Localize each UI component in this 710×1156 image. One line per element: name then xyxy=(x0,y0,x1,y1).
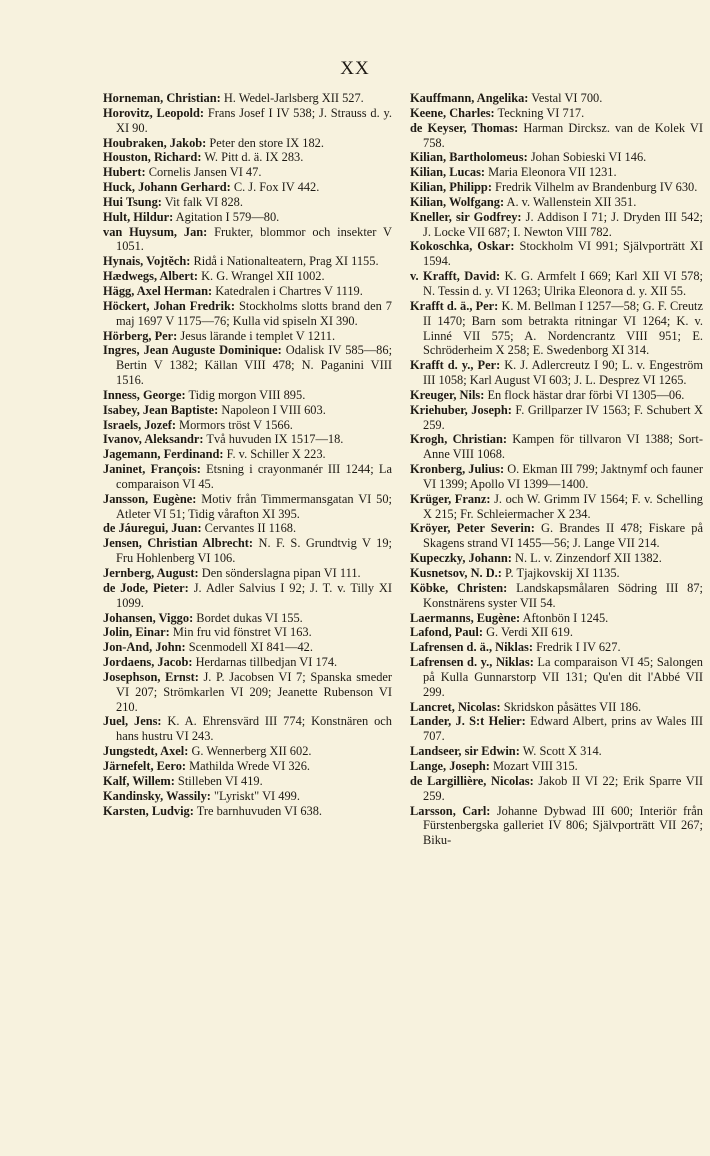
index-entry xyxy=(410,700,703,715)
entry-artist: Hubert: xyxy=(103,165,146,180)
index-entry xyxy=(103,462,392,492)
index-entry xyxy=(410,774,703,804)
entry-works: Herdarnas tillbedjan VI 174. xyxy=(192,655,338,670)
index-entry xyxy=(103,106,392,136)
entry-works: F. Grillparzer IV 1563; F. Schubert X 259. xyxy=(423,402,704,432)
entry-works: N. F. S. Grundtvig V 19; Fru Hohlenberg VI 106. xyxy=(116,536,392,566)
entry-works: Två huvuden IX 1517—18. xyxy=(203,432,344,447)
index-entry xyxy=(103,195,392,210)
entry-works: Stilleben VI 419. xyxy=(174,773,263,788)
entry-artist: Kandinsky, Wassily: xyxy=(103,788,211,803)
entry-artist: Lander, J. S:t Helier: xyxy=(410,714,526,729)
index-entry xyxy=(410,432,703,462)
entry-works: Aftonbön I 1245. xyxy=(520,610,609,625)
index-entry xyxy=(410,581,703,611)
entry-works: Scenmodell XI 841—42. xyxy=(185,640,313,655)
entry-artist: Lafond, Paul: xyxy=(410,625,483,640)
index-entry xyxy=(103,759,392,774)
entry-works: C. J. Fox IV 442. xyxy=(230,180,320,195)
entry-artist: Huck, Johann Gerhard: xyxy=(103,180,231,195)
index-entry xyxy=(410,655,703,700)
entry-works: Mozart VIII 315. xyxy=(489,758,578,773)
entry-works: Frukter, blommor och insekter V 1051. xyxy=(116,224,392,254)
entry-works: Vit falk VI 828. xyxy=(161,194,243,209)
entry-artist: de Jáuregui, Juan: xyxy=(103,521,202,536)
entry-works: Fredrik Vilhelm av Brandenburg IV 630. xyxy=(491,180,698,195)
entry-artist: Juel, Jens: xyxy=(103,714,162,729)
entry-artist: Kilian, Lucas: xyxy=(410,165,486,180)
entry-artist: Jernberg, August: xyxy=(103,566,199,580)
entry-works: Mathilda Wrede VI 326. xyxy=(186,758,311,773)
entry-artist: Houston, Richard: xyxy=(103,150,202,165)
entry-artist: Kilian, Philipp: xyxy=(410,180,492,195)
entry-works: K. M. Bellman I 1257—58; G. F. Creutz II 1470; Barn som betrakta ritningar VI 1264; K. v. Linné VII 575; A. Nordencrantz VIII 951; E. Schröderheim X 258; E. Swedenborg XI 314. xyxy=(423,298,704,358)
index-entry xyxy=(103,254,392,269)
entry-artist: Jensen, Christian Albrecht: xyxy=(103,536,254,551)
entry-artist: Krüger, Franz: xyxy=(410,491,491,506)
index-entry xyxy=(410,521,703,551)
index-entry xyxy=(410,121,703,151)
entry-artist: Ingres, Jean Auguste Dominique: xyxy=(103,343,282,358)
index-entry xyxy=(103,388,392,403)
entry-artist: Janinet, François: xyxy=(103,462,201,477)
entry-works: Cornelis Jansen VI 47. xyxy=(145,165,262,180)
index-entry xyxy=(103,521,392,536)
index-entry xyxy=(410,462,703,492)
entry-artist: Israels, Jozef: xyxy=(103,417,176,432)
entry-works: O. Ekman III 799; Jaktnymf och fauner VI 1399; Apollo VI 1399—1400. xyxy=(423,462,703,491)
entry-works: F. v. Schiller X 223. xyxy=(223,447,326,462)
entry-artist: Houbraken, Jakob: xyxy=(103,135,207,150)
entry-artist: de Jode, Pieter: xyxy=(103,580,189,595)
entry-works: Teckning VI 717. xyxy=(494,105,585,120)
entry-artist: Jon-And, John: xyxy=(103,640,186,655)
entry-works: K. J. Adlercreutz I 90; L. v. Engeström III 1058; Karl August VI 603; J. L. Desprez VI 1265. xyxy=(423,358,703,388)
entry-artist: Keene, Charles: xyxy=(410,105,495,120)
index-entry xyxy=(103,136,392,151)
entry-works: Napoleon I VIII 603. xyxy=(218,402,326,417)
entry-artist: Jolin, Einar: xyxy=(103,625,170,640)
index-entry xyxy=(410,195,703,210)
entry-works: Johan Sobieski VI 146. xyxy=(527,150,647,165)
entry-works: Mormors tröst V 1566. xyxy=(175,417,293,432)
index-entry xyxy=(103,343,392,388)
index-entry xyxy=(103,581,392,611)
entry-artist: Kilian, Bartholomeus: xyxy=(410,150,528,165)
index-entry xyxy=(103,789,392,804)
entry-works: "Lyriskt" VI 499. xyxy=(210,788,300,803)
index-entry xyxy=(410,106,703,121)
index-entry xyxy=(410,492,703,522)
index-entry xyxy=(410,566,703,581)
entry-artist: Lafrensen d. y., Niklas: xyxy=(410,655,534,670)
index-entry xyxy=(103,165,392,180)
entry-artist: Ivanov, Aleksandr: xyxy=(103,432,204,447)
entry-artist: Lange, Joseph: xyxy=(410,758,490,773)
entry-artist: Kriehuber, Joseph: xyxy=(410,402,512,417)
entry-works: Kampen för tillvaron VI 1388; Sort-Anne VIII 1068. xyxy=(423,432,703,462)
entry-artist: de Keyser, Thomas: xyxy=(410,120,519,135)
entry-artist: Landseer, sir Edwin: xyxy=(410,744,520,759)
entry-artist: Kröyer, Peter Severin: xyxy=(410,521,535,536)
index-entry xyxy=(103,299,392,329)
entry-works: Odalisk IV 585—86; Bertin V 1382; Källan VIII 478; N. Paganini VIII 1516. xyxy=(116,343,393,388)
entry-works: W. Scott X 314. xyxy=(519,744,602,759)
entry-artist: Inness, George: xyxy=(103,387,186,402)
entry-artist: Kauffmann, Angelika: xyxy=(410,91,529,105)
entry-artist: v. Krafft, David: xyxy=(410,269,501,284)
index-entry xyxy=(410,210,703,240)
entry-artist: Jordaens, Jacob: xyxy=(103,655,193,670)
entry-works: Vestal VI 700. xyxy=(528,91,603,105)
entry-artist: Hui Tsung: xyxy=(103,194,162,209)
entry-artist: Johansen, Viggo: xyxy=(103,610,194,625)
entry-artist: Hædwegs, Albert: xyxy=(103,269,198,284)
entry-artist: Krogh, Christian: xyxy=(410,432,507,447)
index-entry xyxy=(410,640,703,655)
entry-artist: Hörberg, Per: xyxy=(103,328,178,343)
entry-artist: Hägg, Axel Herman: xyxy=(103,283,213,298)
index-entry xyxy=(410,551,703,566)
entry-works: P. Tjajkovskij XI 1135. xyxy=(501,566,620,580)
index-entry xyxy=(103,418,392,433)
index-entry xyxy=(103,432,392,447)
entry-works: G. Brandes II 478; Fiskare på Skagens strand VI 1455—56; J. Lange VII 214. xyxy=(423,521,704,551)
index-entry xyxy=(410,611,703,626)
entry-artist: Kalf, Willem: xyxy=(103,773,175,788)
index-entry xyxy=(103,269,392,284)
index-entry xyxy=(103,714,392,744)
index-entry xyxy=(410,358,703,388)
index-entry xyxy=(103,492,392,522)
entry-works: Harman Dircksz. van de Kolek VI 758. xyxy=(423,120,703,150)
index-entry xyxy=(103,774,392,789)
entry-artist: Josephson, Ernst: xyxy=(103,669,199,684)
index-entry xyxy=(410,714,703,744)
entry-works: Katedralen i Chartres V 1119. xyxy=(212,283,363,298)
entry-artist: Höckert, Johan Fredrik: xyxy=(103,298,236,313)
index-entry xyxy=(103,744,392,759)
index-entry xyxy=(103,150,392,165)
entry-works: Landskapsmålaren Södring III 87; Konstnärens syster VII 54. xyxy=(423,580,703,610)
index-entry xyxy=(103,225,392,255)
right-column xyxy=(410,91,703,848)
entry-artist: Kupeczky, Johann: xyxy=(410,551,512,566)
entry-artist: Hynais, Vojtěch: xyxy=(103,254,191,269)
index-entry xyxy=(410,299,703,358)
entry-works: Cervantes II 1168. xyxy=(201,521,297,536)
index-entry xyxy=(103,536,392,566)
index-entry xyxy=(410,403,703,433)
index-entry xyxy=(103,670,392,715)
entry-works: Den sönderslagna pipan VI 111. xyxy=(198,566,361,580)
entry-works: J. P. Jacobsen VI 7; Spanska smeder VI 207; Strömkarlen VI 209; Jeanette Rubenson VI 210. xyxy=(116,669,393,714)
entry-works: J. Adler Salvius I 92; J. T. v. Tilly XI 1099. xyxy=(116,580,392,610)
entry-artist: Jansson, Eugène: xyxy=(103,491,197,506)
index-entry xyxy=(410,625,703,640)
index-entry xyxy=(410,165,703,180)
index-entry xyxy=(103,91,392,106)
entry-works: J. Addison I 71; J. Dryden III 542; J. Locke VII 687; I. Newton VIII 782. xyxy=(423,209,703,239)
index-entry xyxy=(103,625,392,640)
entry-artist: Hult, Hildur: xyxy=(103,209,174,224)
entry-works: Skridskon påsättes VII 186. xyxy=(500,699,642,714)
entry-works: Motiv från Timmermansgatan VI 50; Atleter VI 51; Tidig vårafton XI 395. xyxy=(116,491,392,521)
entry-works: Etsning i crayonmanér III 1244; La comparaison VI 45. xyxy=(116,462,392,491)
entry-works: Agitation I 579—80. xyxy=(173,209,280,224)
index-entry xyxy=(410,759,703,774)
entry-works: G. Verdi XII 619. xyxy=(482,625,573,640)
entry-works: Edward Albert, prins av Wales III 707. xyxy=(423,714,703,744)
entry-works: Maria Eleonora VII 1231. xyxy=(485,165,617,180)
entry-works: Bordet dukas VI 155. xyxy=(193,610,303,625)
entry-artist: Lafrensen d. ä., Niklas: xyxy=(410,640,534,655)
index-entry xyxy=(103,403,392,418)
index-entry xyxy=(410,744,703,759)
entry-artist: Isabey, Jean Baptiste: xyxy=(103,402,219,417)
entry-works: W. Pitt d. ä. IX 283. xyxy=(201,150,304,165)
left-column xyxy=(103,91,392,818)
index-entry xyxy=(103,329,392,344)
index-entry xyxy=(410,150,703,165)
index-entry xyxy=(103,640,392,655)
entry-works: Min fru vid fönstret VI 163. xyxy=(169,625,312,640)
index-entry xyxy=(103,655,392,670)
index-entry xyxy=(103,611,392,626)
entry-artist: Laermanns, Eugène: xyxy=(410,610,521,625)
entry-artist: Kusnetsov, N. D.: xyxy=(410,566,502,580)
index-entry xyxy=(410,388,703,403)
entry-works: Jesus lärande i templet V 1211. xyxy=(177,328,336,343)
index-entry xyxy=(103,566,392,581)
entry-works: Johanne Dybwad III 600; Interiör från Fürstenbergska galleriet IV 806; Självporträtt VII 267; Biku- xyxy=(423,803,703,848)
index-entry xyxy=(410,239,703,269)
entry-works: Ridå i Nationalteatern, Prag XI 1155. xyxy=(190,254,379,269)
entry-artist: Jungstedt, Axel: xyxy=(103,744,189,759)
entry-works: H. Wedel-Jarlsberg XII 527. xyxy=(220,91,364,105)
entry-works: La comparaison VI 45; Salongen på Kulla Gunnarstorp VII 131; Qu'en dit l'Abbé VII 299. xyxy=(423,655,703,699)
entry-works: K. G. Wrangel XII 1002. xyxy=(198,269,325,284)
entry-works: Peter den store IX 182. xyxy=(206,135,324,150)
entry-artist: Kilian, Wolfgang: xyxy=(410,194,505,209)
entry-artist: Horneman, Christian: xyxy=(103,91,221,105)
index-entry xyxy=(103,180,392,195)
entry-artist: Köbke, Christen: xyxy=(410,580,508,595)
entry-works: En flock hästar drar förbi VI 1305—06. xyxy=(484,387,685,402)
entry-works: K. G. Armfelt I 669; Karl XII VI 578; N. Tessin d. y. VI 1263; Ulrika Eleonora d. y. XII 55. xyxy=(423,269,703,298)
entry-works: A. v. Wallenstein XII 351. xyxy=(504,194,637,209)
entry-artist: Kneller, sir Godfrey: xyxy=(410,209,522,224)
entry-works: Fredrik I IV 627. xyxy=(533,640,621,655)
entry-artist: Kreuger, Nils: xyxy=(410,387,485,402)
entry-works: Stockholms slotts brand den 7 maj 1697 V 1175—76; Kulla vid spiseln XI 390. xyxy=(116,298,392,328)
entry-works: Jakob II VI 22; Erik Sparre VII 259. xyxy=(423,773,703,803)
index-entry xyxy=(410,180,703,195)
index-entry xyxy=(410,269,703,299)
index-entry xyxy=(103,284,392,299)
index-entry xyxy=(103,447,392,462)
index-entry xyxy=(103,210,392,225)
entry-artist: Krafft d. ä., Per: xyxy=(410,298,499,313)
page-number: XX xyxy=(340,58,370,79)
entry-artist: Larsson, Carl: xyxy=(410,803,491,818)
entry-artist: Karsten, Ludvig: xyxy=(103,803,194,818)
entry-artist: Horovitz, Leopold: xyxy=(103,105,205,120)
index-entry xyxy=(410,804,703,849)
entry-artist: Kronberg, Julius: xyxy=(410,462,505,477)
index-entry xyxy=(103,804,392,819)
entry-works: J. och W. Grimm IV 1564; F. v. Schelling X 215; Fr. Schleiermacher X 234. xyxy=(423,491,703,521)
entry-artist: Jagemann, Ferdinand: xyxy=(103,447,224,462)
entry-artist: de Largillière, Nicolas: xyxy=(410,773,534,788)
entry-works: N. L. v. Zinzendorf XII 1382. xyxy=(511,551,662,566)
entry-works: G. Wennerberg XII 602. xyxy=(188,744,312,759)
index-entry xyxy=(410,91,703,106)
entry-works: Stockholm VI 991; Självporträtt XI 1594. xyxy=(423,239,704,269)
entry-artist: Kokoschka, Oskar: xyxy=(410,239,515,254)
entry-artist: Järnefelt, Eero: xyxy=(103,758,187,773)
entry-works: Tre barnhuvuden VI 638. xyxy=(193,803,323,818)
entry-artist: Lancret, Nicolas: xyxy=(410,699,501,714)
entry-artist: Krafft d. y., Per: xyxy=(410,358,501,373)
entry-artist: van Huysum, Jan: xyxy=(103,224,208,239)
entry-works: K. A. Ehrensvärd III 774; Konstnären och hans hustru VI 243. xyxy=(116,714,392,744)
entry-works: Tidig morgon VIII 895. xyxy=(185,387,306,402)
entry-works: Frans Josef I IV 538; J. Strauss d. y. XI 90. xyxy=(116,105,392,135)
